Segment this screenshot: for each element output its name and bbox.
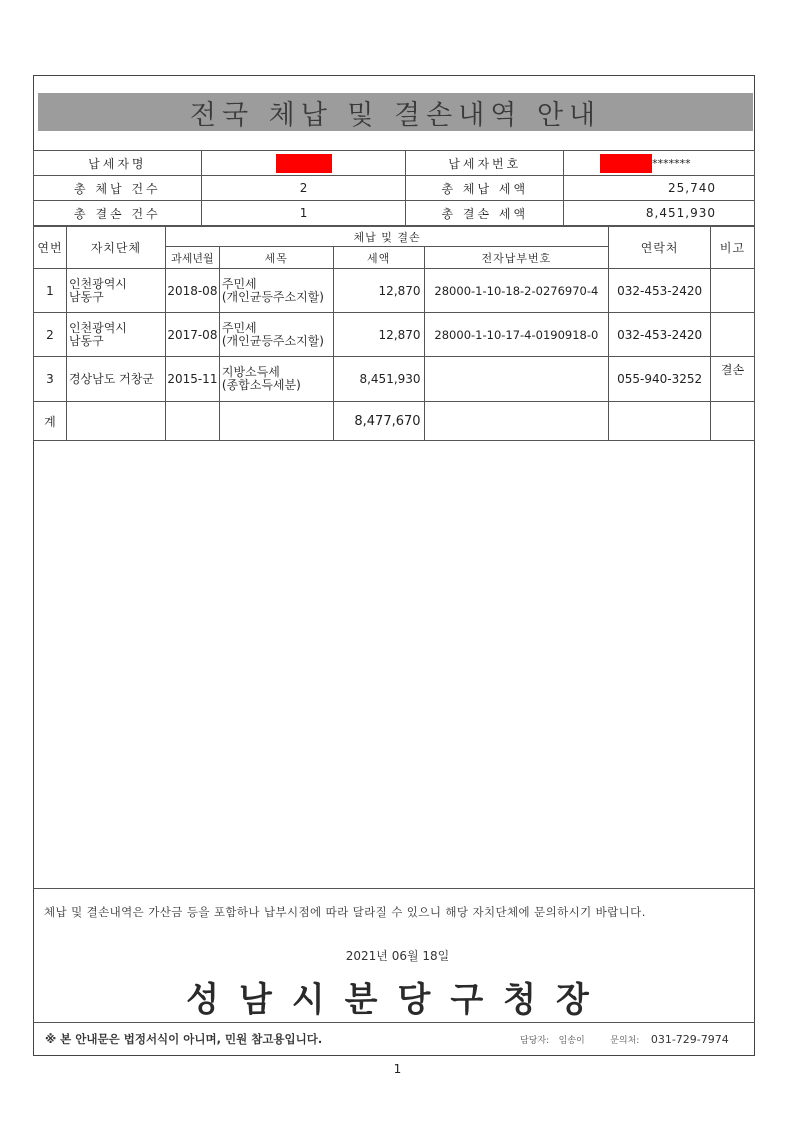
- row-remarks: [711, 269, 755, 313]
- issuing-office: 성남시분당구청장: [186, 980, 609, 1020]
- row-remarks: 결손: [711, 357, 755, 402]
- authority-line-2: 남동구: [68, 289, 104, 304]
- header-remarks: 비고: [711, 227, 755, 269]
- authority-line-2: 남동구: [68, 333, 104, 348]
- summary-row-name: [34, 151, 755, 176]
- staff-label: 담당자:: [520, 1036, 550, 1046]
- inquiry-label: 문의처:: [610, 1036, 640, 1046]
- total-delinquent-amount: 25,740: [564, 176, 755, 201]
- authority-line-1: 인천광역시: [68, 276, 127, 291]
- total-delinquent-count: 2: [201, 176, 406, 201]
- footnote: ※ 본 안내문은 법정서식이 아니며, 민원 참고용입니다.: [45, 1032, 323, 1046]
- tax-item-line-2: (개인균등주소지할): [221, 289, 324, 304]
- authority-line-1: 인천광역시: [68, 320, 127, 335]
- total-empty-cell: [711, 402, 755, 441]
- taxpayer-number-masked: *******: [652, 156, 691, 170]
- summary-row-writeoff: [34, 201, 755, 226]
- contact-info: [520, 1033, 729, 1046]
- header-group: 체납 및 결손: [165, 227, 608, 247]
- row-seq: 2: [34, 313, 67, 357]
- footer-divider: [33, 1022, 755, 1023]
- total-writeoff-amount: 8,451,930: [564, 201, 755, 226]
- row-amount: 12,870: [333, 313, 424, 357]
- tax-item-line-2: (종합소득세분): [221, 378, 301, 392]
- row-contact: 055-940-3252: [609, 357, 711, 402]
- row-authority: [66, 313, 165, 357]
- issue-date: 2021년 06월 18일: [345, 949, 450, 963]
- row-contact: 032-453-2420: [609, 269, 711, 313]
- row-e-payment-no: 28000-1-10-17-4-0190918-0: [424, 313, 609, 357]
- detail-table: [33, 226, 755, 441]
- total-writeoff-amount-label: 총 결손 세액: [406, 201, 564, 226]
- row-seq: 3: [34, 357, 67, 402]
- tax-item-line-1: 주민세: [221, 276, 257, 291]
- inquiry-phone: 031-729-7974: [650, 1033, 729, 1046]
- total-empty-cell: [165, 402, 219, 441]
- header-authority: 자치단체: [66, 227, 165, 269]
- total-empty-cell: [66, 402, 165, 441]
- row-authority: [66, 269, 165, 313]
- total-writeoff-count: 1: [201, 201, 406, 226]
- row-tax-item: [219, 269, 333, 313]
- row-contact: 032-453-2420: [609, 313, 711, 357]
- redaction-block: [276, 154, 332, 173]
- tax-item-line-2: (개인균등주소지할): [221, 333, 324, 348]
- table-row: [34, 357, 755, 402]
- total-writeoff-count-label: 총 결손 건수: [34, 201, 202, 226]
- row-remarks: [711, 313, 755, 357]
- tax-item-line-1: 주민세: [221, 320, 257, 335]
- notice-text: 체납 및 결손내역은 가산금 등을 포함하나 납부시점에 따라 달라질 수 있으니 해당 자치단체에 문의하시기 바랍니다.: [44, 905, 646, 919]
- staff-name: 임송이: [558, 1036, 585, 1046]
- header-contact: 연락처: [609, 227, 711, 269]
- header-seq: 연번: [34, 227, 67, 269]
- total-delinquent-count-label: 총 체납 건수: [34, 176, 202, 201]
- total-label: 계: [34, 402, 67, 441]
- total-row: [34, 402, 755, 441]
- summary-row-delinquent: [34, 176, 755, 201]
- page-number: 1: [393, 1062, 402, 1076]
- row-amount: 12,870: [333, 269, 424, 313]
- row-tax-item: [219, 357, 333, 402]
- total-amount: 8,477,670: [333, 402, 424, 441]
- row-authority: [66, 357, 165, 402]
- taxpayer-number-label: 납세자번호: [406, 151, 564, 176]
- total-empty-cell: [219, 402, 333, 441]
- document-title: 전국 체납 및 결손내역 안내: [38, 93, 753, 131]
- taxpayer-number-value: [564, 151, 755, 176]
- taxpayer-name-value: [201, 151, 406, 176]
- table-row: [34, 269, 755, 313]
- row-tax-period: 2017-08: [165, 313, 219, 357]
- tax-item-line-1: 지방소득세: [221, 365, 280, 379]
- row-amount: 8,451,930: [333, 357, 424, 402]
- total-empty-cell: [424, 402, 609, 441]
- authority-line-1: 경상남도 거창군: [68, 371, 154, 386]
- row-e-payment-no: 28000-1-10-18-2-0276970-4: [424, 269, 609, 313]
- section-divider: [33, 888, 755, 889]
- summary-table: [33, 150, 755, 226]
- total-delinquent-amount-label: 총 체납 세액: [406, 176, 564, 201]
- redaction-block: [600, 154, 652, 173]
- row-tax-period: 2018-08: [165, 269, 219, 313]
- header-e-payment-no: 전자납부번호: [424, 247, 609, 269]
- header-tax-period: 과세년월: [165, 247, 219, 269]
- taxpayer-name-label: 납세자명: [34, 151, 202, 176]
- header-row-1: [34, 227, 755, 247]
- row-tax-period: 2015-11: [165, 357, 219, 402]
- row-seq: 1: [34, 269, 67, 313]
- total-empty-cell: [609, 402, 711, 441]
- table-row: [34, 313, 755, 357]
- header-amount: 세액: [333, 247, 424, 269]
- row-e-payment-no: [424, 357, 609, 402]
- header-tax-item: 세목: [219, 247, 333, 269]
- row-tax-item: [219, 313, 333, 357]
